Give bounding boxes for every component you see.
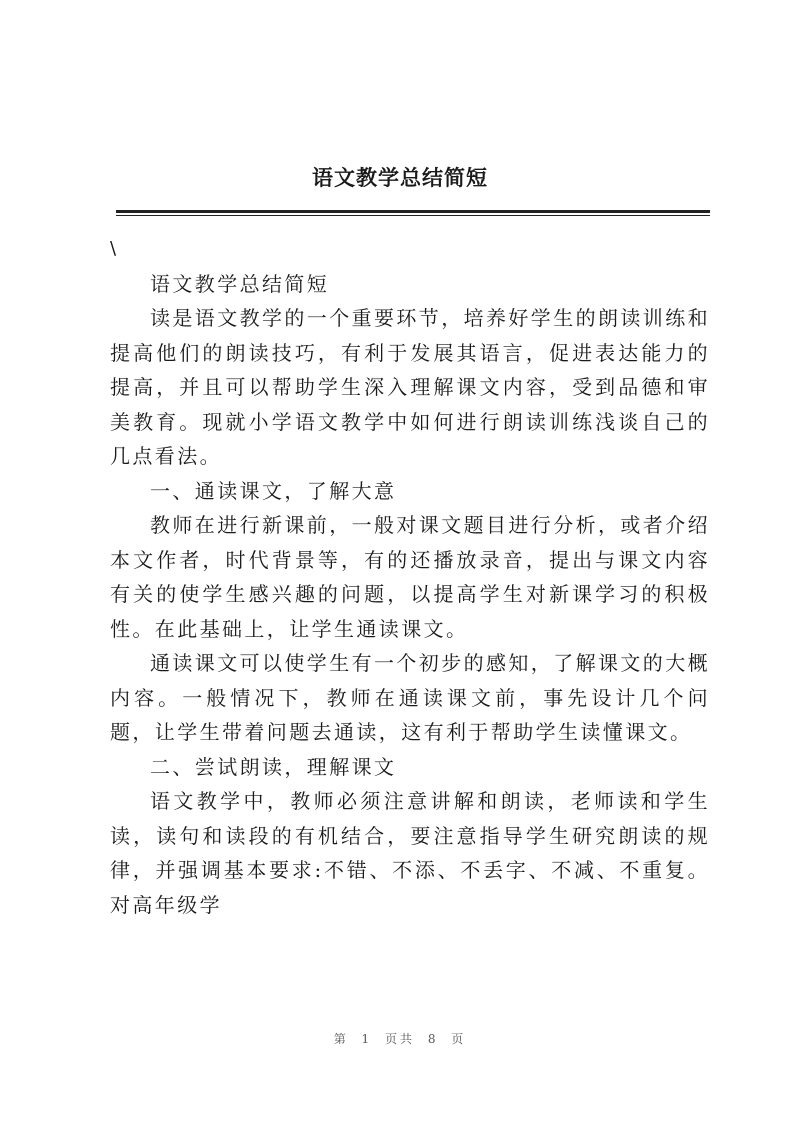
section-1-paragraph-2: 通读课文可以使学生有一个初步的感知，了解课文的大概内容。一般情况下，教师在通读课文前，事先设计几个问题，让学生带着问题去通读，这有利于帮助学生读懂课文。 (110, 651, 710, 744)
title-divider-thin (116, 215, 710, 216)
backslash-marker: \ (110, 238, 119, 259)
page-number-footer: 第 1 页共 8 页 (333, 1032, 467, 1046)
document-body (110, 232, 710, 922)
section-heading-1: 一、通读课文，了解大意 (150, 478, 397, 503)
section-heading-2: 二、尝试朗读，理解课文 (150, 754, 397, 779)
page-title: 语文教学总结简短 (312, 165, 488, 190)
title-divider-thick (116, 210, 710, 213)
section-1-paragraph-1: 教师在进行新课前，一般对课文题目进行分析，或者介绍本文作者，时代背景等，有的还播放录音，提出与课文内容有关的使学生感兴趣的问题，以提高学生对新课学习的积极性。在此基础上，让学生通读课文。 (110, 513, 710, 641)
subtitle-paragraph: 语文教学总结简短 (150, 271, 330, 296)
intro-paragraph: 读是语文教学的一个重要环节，培养好学生的朗读训练和提高他们的朗读技巧，有利于发展其语言，促进表达能力的提高，并且可以帮助学生深入理解课文内容，受到品德和审美教育。现就小学语文教学中如何进行朗读训练浅谈自己的几点看法。 (110, 306, 710, 468)
section-2-paragraph-1: 语文教学中，教师必须注意讲解和朗读，老师读和学生读，读句和读段的有机结合，要注意指导学生研究朗读的规律，并强调基本要求:不错、不添、不丢字、不减、不重复。对高年级学 (110, 789, 710, 917)
